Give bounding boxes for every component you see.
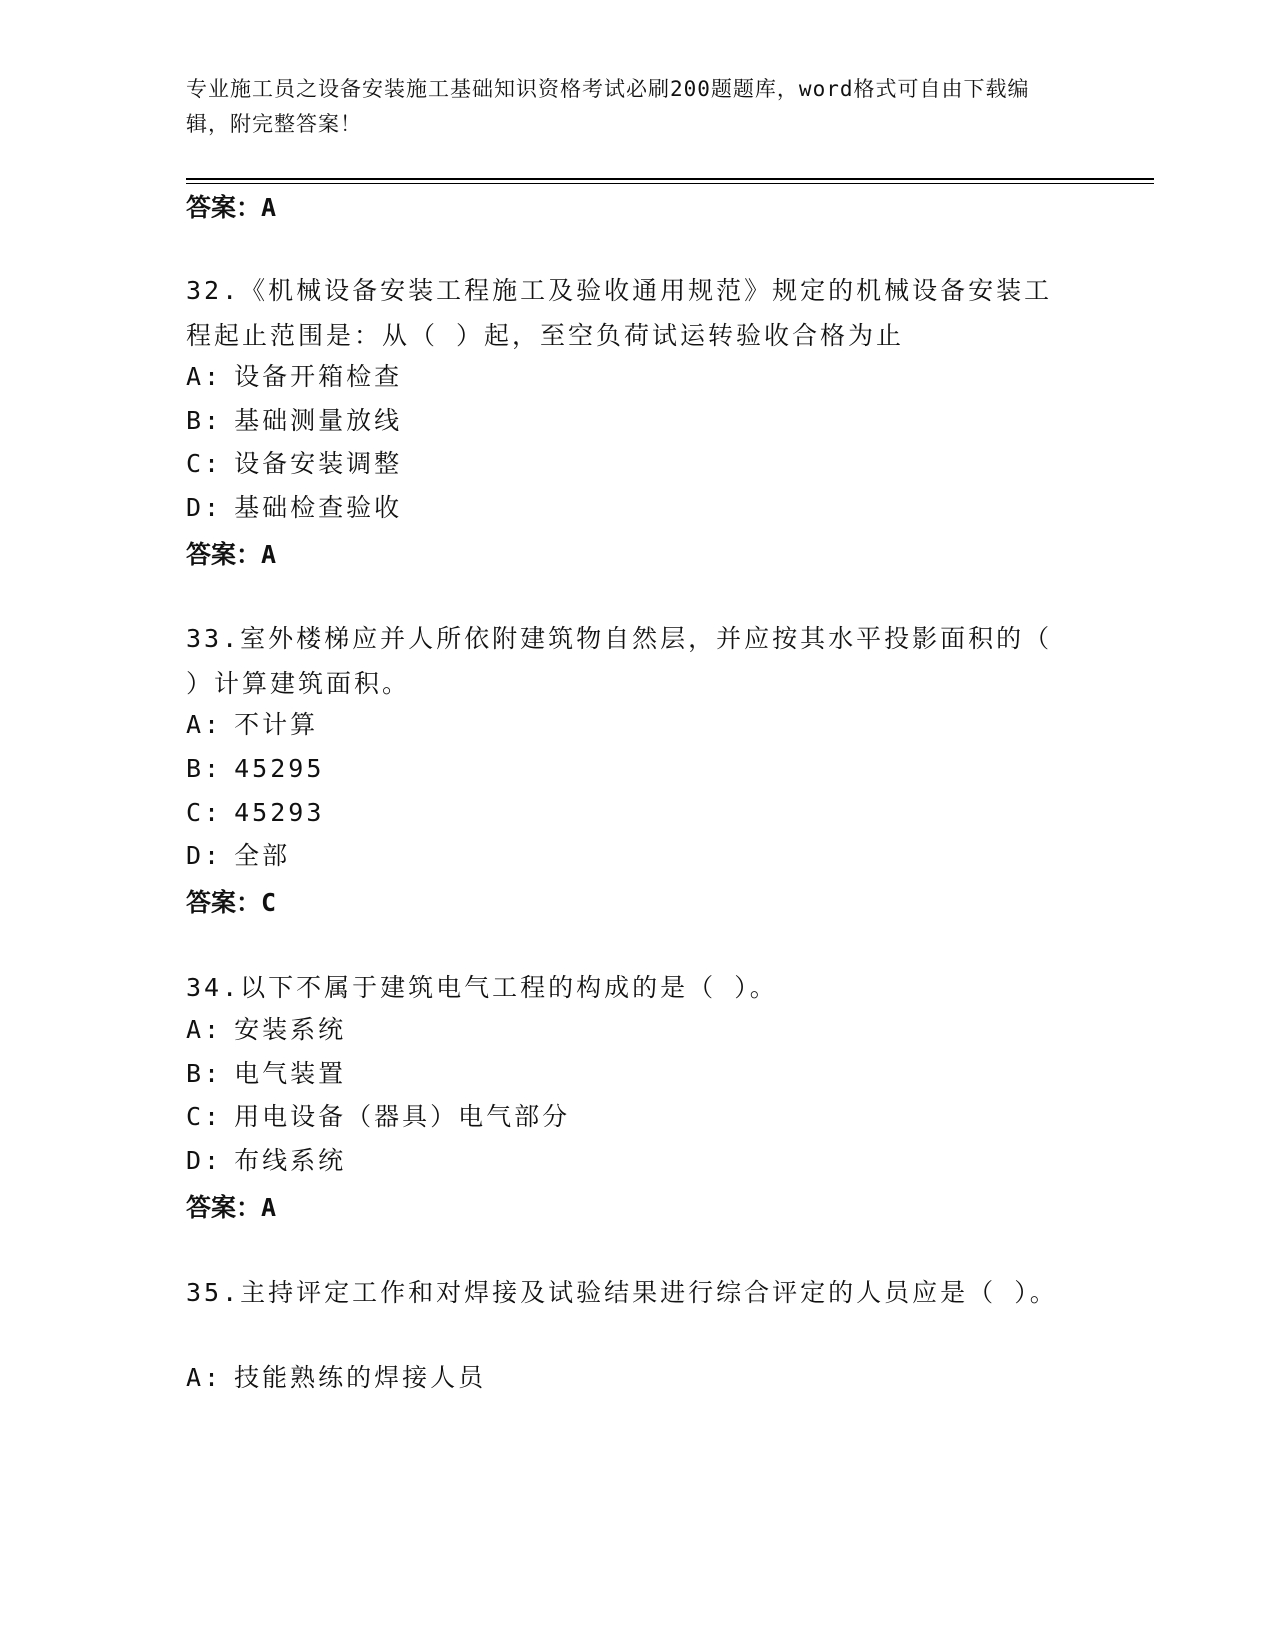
option-text: 技能熟练的焊接人员 (234, 1363, 487, 1392)
question-32: 32.《机械设备安装工程施工及验收通用规范》规定的机械设备安装工程起止范围是：从（ ）起，至空负荷试运转验收合格为止 (186, 276, 1053, 350)
answer-line (186, 1192, 276, 1224)
option-d (186, 1145, 346, 1177)
option-b (186, 753, 324, 785)
option-c (186, 797, 324, 829)
option-text: 布线系统 (234, 1146, 347, 1175)
header-divider (186, 178, 1154, 184)
option-d (186, 840, 290, 872)
option-text: 45293 (234, 798, 325, 827)
option-key: A: (186, 1363, 223, 1392)
answer-value: A (261, 193, 277, 222)
option-text: 用电设备（器具）电气部分 (234, 1102, 571, 1131)
document-header: 专业施工员之设备安装施工基础知识资格考试必刷200题题库，word格式可自由下载编辑，附完整答案！ (186, 77, 1030, 136)
option-key: C: (186, 798, 223, 827)
option-key: A: (186, 710, 223, 739)
option-c (186, 1101, 570, 1133)
option-key: D: (186, 841, 223, 870)
answer-label: 答案： (186, 193, 262, 222)
option-d (186, 492, 402, 524)
answer-label: 答案： (186, 888, 262, 917)
answer-line (186, 539, 276, 571)
answer-value: C (261, 888, 277, 917)
option-key: B: (186, 1059, 223, 1088)
answer-value: A (261, 1193, 277, 1222)
option-text: 全部 (234, 841, 291, 870)
option-key: C: (186, 1102, 223, 1131)
option-key: B: (186, 754, 223, 783)
answer-line (186, 887, 276, 919)
option-text: 基础检查验收 (234, 493, 403, 522)
option-text: 电气装置 (234, 1059, 347, 1088)
option-c (186, 448, 402, 480)
option-text: 不计算 (234, 710, 319, 739)
answer-value: A (261, 540, 277, 569)
option-text: 安装系统 (234, 1015, 347, 1044)
answer-label: 答案： (186, 1193, 262, 1222)
option-a (186, 1362, 486, 1394)
option-b (186, 1058, 346, 1090)
answer-label: 答案： (186, 540, 262, 569)
answer-line (186, 192, 276, 224)
option-key: B: (186, 406, 223, 435)
option-key: D: (186, 1146, 223, 1175)
option-a (186, 1014, 346, 1046)
option-a (186, 709, 318, 741)
option-text: 基础测量放线 (234, 406, 403, 435)
option-text: 设备开箱检查 (234, 362, 403, 391)
option-text: 45295 (234, 754, 325, 783)
option-key: A: (186, 362, 223, 391)
option-text: 设备安装调整 (234, 449, 403, 478)
question-34: 34.以下不属于建筑电气工程的构成的是（ ）。 (186, 973, 778, 1002)
question-35: 35.主持评定工作和对焊接及试验结果进行综合评定的人员应是（ ）。 (186, 1278, 1058, 1307)
option-a (186, 361, 402, 393)
question-33: 33.室外楼梯应并人所依附建筑物自然层，并应按其水平投影面积的（ ）计算建筑面积。 (186, 624, 1053, 698)
option-key: D: (186, 493, 223, 522)
option-key: C: (186, 449, 223, 478)
option-b (186, 405, 402, 437)
option-key: A: (186, 1015, 223, 1044)
